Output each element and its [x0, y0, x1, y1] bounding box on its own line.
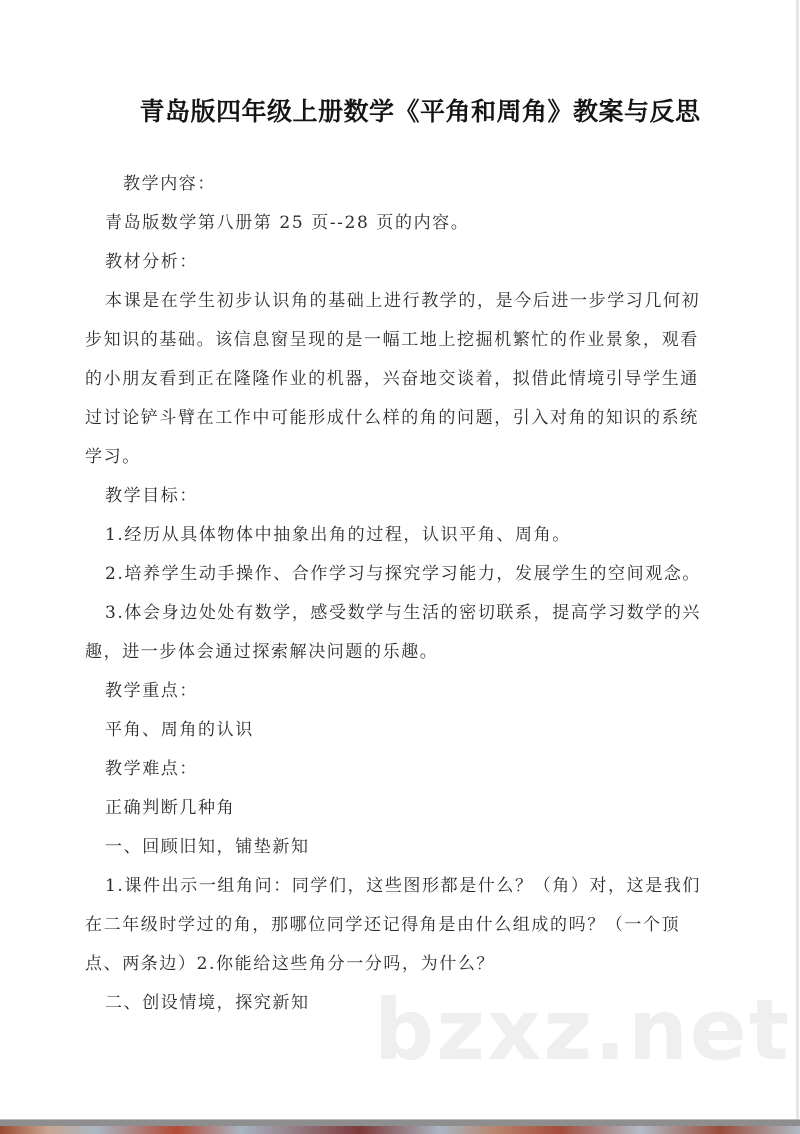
heading-teaching-goals: 教学目标：: [105, 486, 198, 506]
section-heading-review: 一、回顾旧知，铺垫新知: [105, 837, 310, 857]
section-heading-explore: 二、创设情境，探究新知: [105, 993, 310, 1013]
next-page-image-strip: [0, 1126, 800, 1134]
paragraph-teaching-content: 青岛版数学第八册第 25 页--28 页的内容。: [105, 213, 470, 233]
goal-item-1: 1.经历从具体物体中抽象出角的过程，认识平角、周角。: [105, 525, 571, 545]
goal-item-3-line-1: 3.体会身边处处有数学，感受数学与生活的密切联系，提高学习数学的兴: [105, 603, 702, 623]
paragraph-key-points: 平角、周角的认识: [105, 720, 254, 740]
review-paragraph-line-1: 1.课件出示一组角问：同学们，这些图形都是什么？（角）对，这是我们: [105, 876, 702, 896]
review-paragraph-line-3: 点、两条边）2.你能给这些角分一分吗，为什么？: [85, 954, 496, 974]
paragraph-material-analysis-line-4: 过讨论铲斗臂在工作中可能形成什么样的角的问题，引入对角的知识的系统: [85, 408, 699, 428]
heading-material-analysis: 教材分析：: [105, 252, 198, 272]
heading-difficulties: 教学难点：: [105, 759, 198, 779]
document-title: 青岛版四年级上册数学《平角和周角》教案与反思: [139, 97, 701, 126]
goal-item-3-line-2: 趣，进一步体会通过探索解决问题的乐趣。: [85, 642, 439, 662]
paragraph-material-analysis-line-5: 学习。: [85, 447, 141, 467]
review-paragraph-line-2: 在二年级时学过的角，那哪位同学还记得角是由什么组成的吗？（一个顶: [85, 915, 681, 935]
goal-item-2: 2.培养学生动手操作、合作学习与探究学习能力，发展学生的空间观念。: [105, 564, 702, 584]
paragraph-difficulties: 正确判断几种角: [105, 798, 236, 818]
paragraph-material-analysis-line-3: 的小朋友看到正在隆隆作业的机器，兴奋地交谈着，拟借此情境引导学生通: [85, 369, 699, 389]
watermark-text: bzxz.net: [374, 981, 791, 1079]
paragraph-material-analysis-line-2: 步知识的基础。该信息窗呈现的是一幅工地上挖掘机繁忙的作业景象，观看: [85, 330, 699, 350]
horizontal-scrollbar[interactable]: [0, 1119, 800, 1126]
heading-teaching-content: 教学内容：: [123, 174, 216, 194]
paragraph-material-analysis-line-1: 本课是在学生初步认识角的基础上进行教学的，是今后进一步学习几何初: [105, 291, 701, 311]
heading-key-points: 教学重点：: [105, 681, 198, 701]
